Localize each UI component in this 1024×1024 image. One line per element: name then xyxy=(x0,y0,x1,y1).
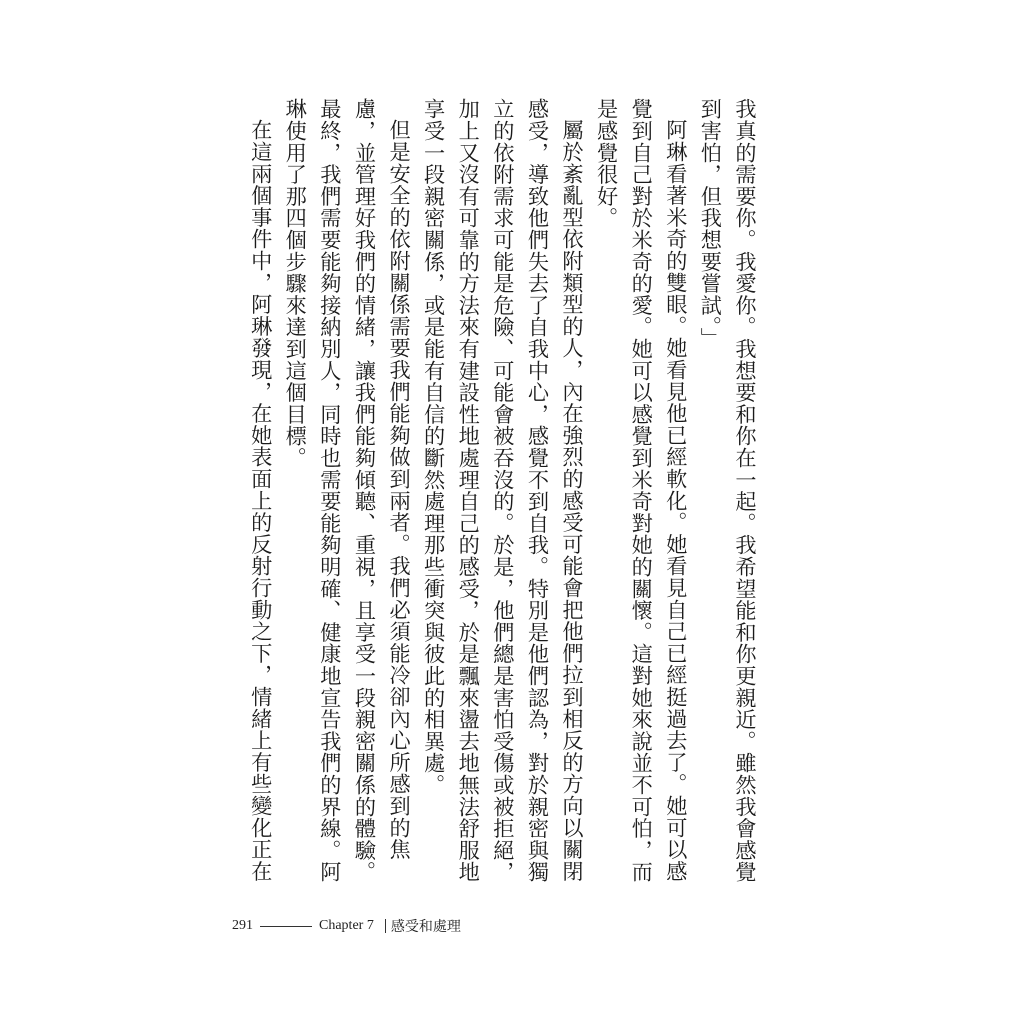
footer-rule xyxy=(260,926,312,927)
paragraph-4: 但是安全的依附關係需要我們能夠做到兩者。我們必須能冷卻內心所感到的焦慮，並管理好我們的情緒，讓我們能夠傾聽、重視，且享受一段親密關係的體驗。最終，我們需要能夠接納別人，同時也需要能夠明確、健康地宣告我們的界線。阿琳使用了那四個步驟來達到這個目標。 xyxy=(283,98,413,883)
chapter-label: Chapter 7 xyxy=(319,918,374,933)
body-text xyxy=(243,98,762,898)
page-footer xyxy=(232,914,461,938)
paragraph-2: 阿琳看著米奇的雙眼。她看見他已經軟化。她看見自己已經挺過去了。她可以感覺到自己對於米奇的愛。她可以感覺到米奇對她的關懷。這對她來說並不可怕，而是感覺很好。 xyxy=(594,98,689,883)
chapter-title: 感受和處理 xyxy=(390,920,461,935)
paragraph-3: 屬於紊亂型依附類型的人，內在強烈的感受可能會把他們拉到相反的方向以關閉感受，導致他們失去了自我中心，感覺不到自我。特別是他們認為，對於親密與獨立的依附需求可能是危險、可能會被吞沒的。於是，他們總是害怕受傷或被拒絕，加上又沒有可靠的方法來有建設性地處理自己的感受，於是飄來盪去地無法舒服地享受一段親密關係，或是能有自信的斷然處理那些衝突與彼此的相異處。 xyxy=(421,98,586,883)
paragraph-1: 我真的需要你。我愛你。我想要和你在一起。我希望能和你更親近。雖然我會感覺到害怕，但我想要嘗試。」 xyxy=(698,98,758,883)
footer-separator xyxy=(385,919,386,933)
page-number: 291 xyxy=(232,918,253,933)
paragraph-5: 在這兩個事件中，阿琳發現，在她表面上的反射行動之下，情緒上有些變化正在 xyxy=(248,119,274,883)
